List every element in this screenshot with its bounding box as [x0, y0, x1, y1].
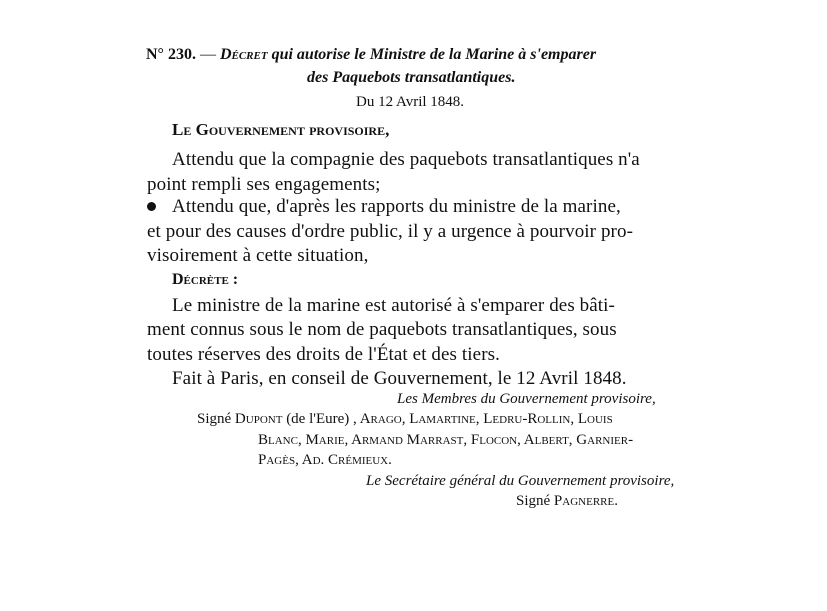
para2-line1: Attendu que, d'après les rapports du ministre de la marine, — [172, 196, 621, 217]
decree-date: Du 12 Avril 1848. — [356, 94, 465, 110]
para2-line2: et pour des causes d'ordre public, il y a urgence à pourvoir pro- — [147, 221, 633, 242]
issuer: Le Gouvernement provisoire, — [172, 120, 390, 139]
secretary-signature — [516, 494, 618, 509]
para3-line1: Le ministre de la marine est autorisé à s'emparer des bâti- — [172, 295, 615, 316]
para1-line2: point rempli ses engagements; — [147, 174, 381, 195]
signatory-dupont: Dupont — [234, 411, 283, 427]
secretary-prefix: Signé — [516, 493, 554, 509]
decree-title-line2: des Paquebots transatlantiques. — [307, 69, 516, 86]
decree-title-word: Décret — [219, 46, 268, 63]
signatories-list-line1: Arago, Lamartine, Ledru-Rollin, Louis — [356, 411, 613, 427]
signatories-list-line2: Blanc, Marie, Armand Marrast, Flocon, Albert, Garnier- — [258, 432, 634, 448]
members-label: Les Membres du Gouvernement provisoire, — [397, 391, 656, 407]
done-at-line: Fait à Paris, en conseil de Gouvernement, le 12 Avril 1848. — [172, 368, 627, 389]
signatories-list-line3: Pagès, Ad. Crémieux. — [258, 452, 392, 468]
para1-line1: Attendu que la compagnie des paquebots transatlantiques n'a — [172, 149, 640, 170]
decree-title-rest: qui autorise le Ministre de la Marine à s'emparer — [267, 46, 597, 63]
para2-line3: visoirement à cette situation, — [147, 245, 369, 266]
decree-title-line1 — [146, 47, 596, 63]
signatory-dupont-suffix: (de l'Eure) , — [282, 411, 357, 427]
title-dash: — — [195, 46, 220, 63]
bullet-mark — [147, 202, 156, 211]
secretary-name: Pagnerre. — [553, 493, 618, 509]
signed-line1 — [197, 412, 613, 427]
signed-prefix: Signé — [197, 411, 235, 427]
secretary-label: Le Secrétaire général du Gouvernement provisoire, — [366, 473, 675, 489]
para3-line2: ment connus sous le nom de paquebots transatlantiques, sous — [147, 319, 617, 340]
decree-number: N° 230. — [146, 46, 196, 63]
decrete-label: Décrète : — [172, 271, 239, 288]
para3-line3: toutes réserves des droits de l'État et des tiers. — [147, 344, 500, 365]
